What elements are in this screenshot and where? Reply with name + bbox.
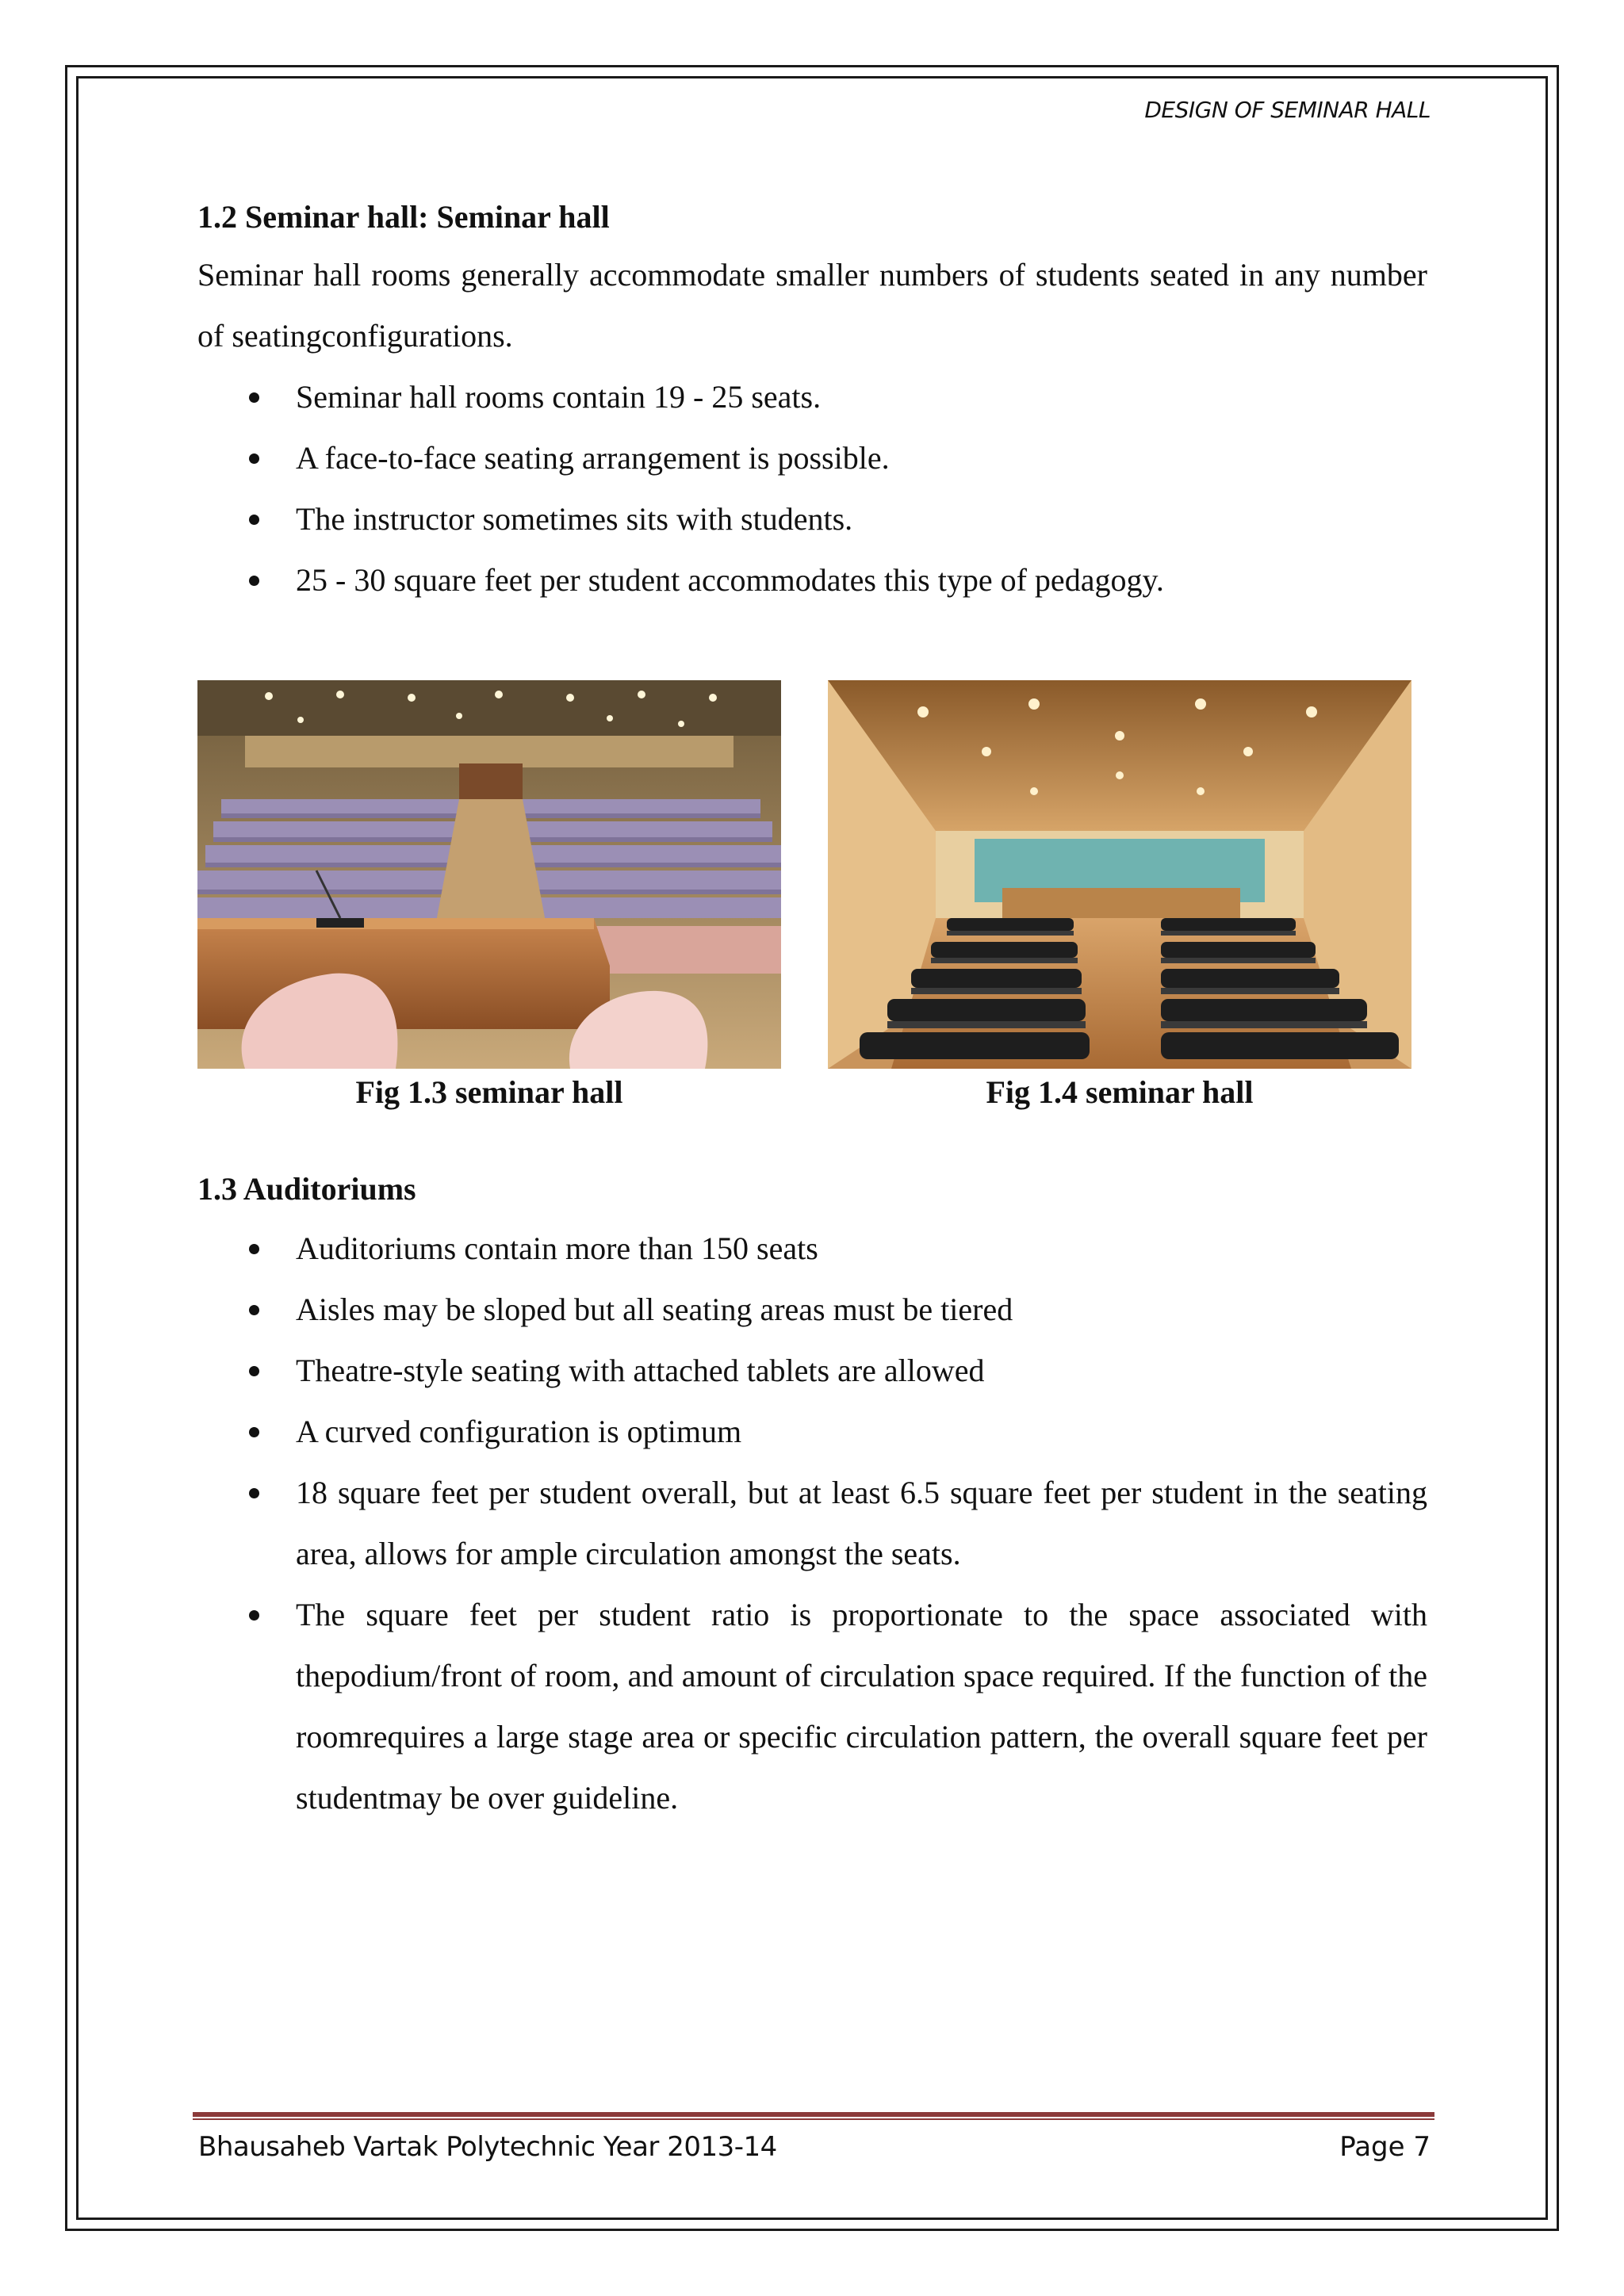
list-item: [197, 427, 1427, 488]
figure-caption: Fig 1.4 seminar hall: [986, 1074, 1254, 1110]
footer-institution: Bhausaheb Vartak Polytechnic Year 2013-14: [198, 2131, 777, 2163]
list-item-text: Theatre-style seating with attached tablets are allowed: [296, 1353, 985, 1388]
list-item: [197, 549, 1427, 610]
list-item: [197, 1462, 1427, 1584]
list-item-text: Seminar hall rooms contain 19 - 25 seats.: [296, 379, 822, 415]
list-item-text: The square feet per student ratio is proportionate to the space associated with thepodium/front of room, and amount of circulation space required. If the function of the roomrequires a large stage area or specific circulation pattern, the overall square feet per studentmay be over guideline.: [296, 1597, 1427, 1816]
seminar-hall-photo-flat: [828, 680, 1411, 1069]
bullet-icon: [249, 453, 259, 464]
list-item: [197, 1584, 1427, 1828]
bullet-icon: [249, 515, 259, 525]
footer-rule: [193, 2112, 1434, 2120]
list-item: [197, 1279, 1427, 1340]
bullet-icon: [249, 392, 259, 403]
list-item: [197, 1218, 1427, 1279]
page-number: Page 7: [1339, 2131, 1431, 2163]
figure-1-3: [197, 680, 781, 1112]
list-item: [197, 1340, 1427, 1401]
bullet-icon: [249, 1366, 259, 1376]
page-content: [197, 195, 1427, 1828]
list-item-text: The instructor sometimes sits with students.: [296, 501, 853, 537]
seminar-hall-photo-tiered: [197, 680, 781, 1069]
bullet-icon: [249, 1244, 259, 1254]
figure-1-4: [828, 680, 1411, 1112]
auditorium-bullet-list: [197, 1218, 1427, 1828]
list-item-text: A face-to-face seating arrangement is possible.: [296, 440, 890, 476]
list-item-text: Auditoriums contain more than 150 seats: [296, 1230, 818, 1266]
bullet-icon: [249, 576, 259, 586]
list-item-text: 18 square feet per student overall, but at least 6.5 square feet per student in the seating area, allows for ample circulation amongst the seats.: [296, 1475, 1427, 1571]
bullet-icon: [249, 1488, 259, 1498]
bullet-icon: [249, 1427, 259, 1437]
running-header: DESIGN OF SEMINAR HALL: [1144, 97, 1431, 123]
section-auditoriums: [197, 1167, 1427, 1828]
bullet-icon: [249, 1305, 259, 1315]
figure-row: [197, 680, 1427, 1140]
intro-paragraph: Seminar hall rooms generally accommodate smaller numbers of students seated in any number of seatingconfigurations.: [197, 257, 1427, 354]
list-item: [197, 366, 1427, 427]
list-item: [197, 1401, 1427, 1462]
list-item-text: Aisles may be sloped but all seating areas must be tiered: [296, 1292, 1013, 1327]
seminar-bullet-list: [197, 366, 1427, 610]
list-item: [197, 488, 1427, 549]
section-heading: 1.3 Auditoriums: [197, 1171, 416, 1207]
list-item-text: A curved configuration is optimum: [296, 1414, 742, 1449]
list-item-text: 25 - 30 square feet per student accommodates this type of pedagogy.: [296, 562, 1164, 598]
bullet-icon: [249, 1610, 259, 1621]
section-heading: 1.2 Seminar hall: Seminar hall: [197, 199, 610, 235]
figure-caption: Fig 1.3 seminar hall: [355, 1074, 623, 1110]
section-seminar-hall: [197, 195, 1427, 610]
